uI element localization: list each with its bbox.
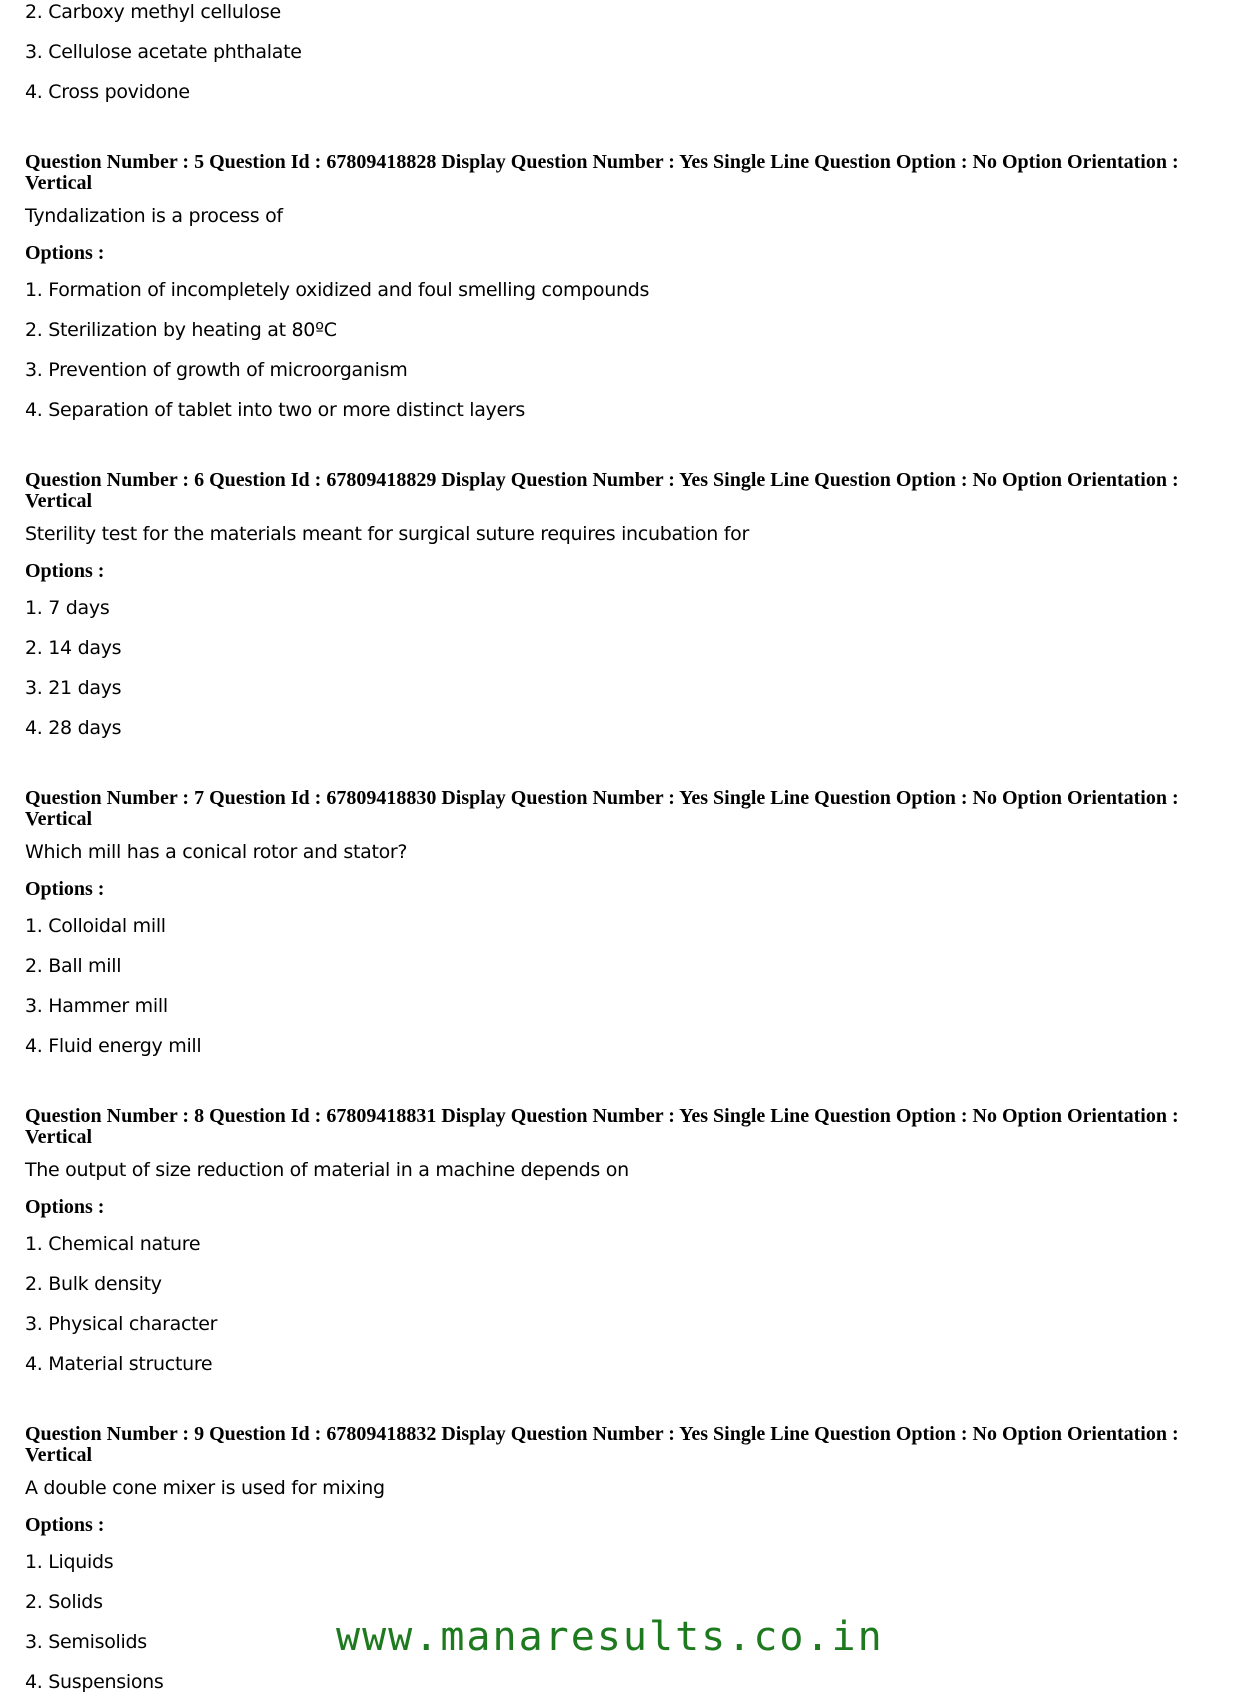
- option: 4. Material structure: [25, 1353, 213, 1375]
- option: 4. Cross povidone: [25, 81, 190, 103]
- option: 3. Physical character: [25, 1313, 218, 1335]
- question-block: [25, 470, 1225, 748]
- question-text: Sterility test for the materials meant for surgical suture requires incubation for: [25, 523, 749, 545]
- option: 2. Ball mill: [25, 955, 122, 977]
- question-block: [25, 1106, 1225, 1384]
- option: 4. Separation of tablet into two or more distinct layers: [25, 399, 526, 421]
- options-label: Options :: [25, 878, 105, 900]
- question-meta: Question Number : 6 Question Id : 67809418829 Display Question Number : Yes Single Line Question Option : No Option Orientation : Vertical: [25, 469, 1179, 512]
- options-label: Options :: [25, 1514, 105, 1536]
- question-block: [25, 788, 1225, 1066]
- option: 1. Formation of incompletely oxidized and foul smelling compounds: [25, 279, 650, 301]
- question-meta: Question Number : 7 Question Id : 67809418830 Display Question Number : Yes Single Line Question Option : No Option Orientation : Vertical: [25, 787, 1179, 830]
- option: 3. Prevention of growth of microorganism: [25, 359, 408, 381]
- question-block: [25, 1424, 1225, 1702]
- option: 1. Liquids: [25, 1551, 114, 1573]
- option: 4. Suspensions: [25, 1671, 164, 1693]
- options-label: Options :: [25, 1196, 105, 1218]
- question-meta: Question Number : 9 Question Id : 67809418832 Display Question Number : Yes Single Line Question Option : No Option Orientation : Vertical: [25, 1423, 1179, 1466]
- question-block: [25, 152, 1225, 430]
- option: 2. Solids: [25, 1591, 103, 1613]
- watermark-url: www.manaresults.co.in: [336, 1614, 884, 1660]
- carryover-options: [25, 0, 1225, 112]
- option: 3. Cellulose acetate phthalate: [25, 41, 302, 63]
- options-label: Options :: [25, 242, 105, 264]
- option: 2. Sterilization by heating at 80ºC: [25, 319, 337, 341]
- question-text: The output of size reduction of material in a machine depends on: [25, 1159, 629, 1181]
- option: 2. 14 days: [25, 637, 122, 659]
- question-meta: Question Number : 8 Question Id : 67809418831 Display Question Number : Yes Single Line Question Option : No Option Orientation : Vertical: [25, 1105, 1179, 1148]
- question-text: Tyndalization is a process of: [25, 205, 283, 227]
- question-paper-page: [25, 0, 1225, 1702]
- option: 3. Hammer mill: [25, 995, 168, 1017]
- option: 2. Carboxy methyl cellulose: [25, 1, 281, 23]
- option: 2. Bulk density: [25, 1273, 162, 1295]
- option: 1. Chemical nature: [25, 1233, 201, 1255]
- question-meta: Question Number : 5 Question Id : 67809418828 Display Question Number : Yes Single Line Question Option : No Option Orientation : Vertical: [25, 151, 1179, 194]
- option: 1. 7 days: [25, 597, 110, 619]
- option: 4. Fluid energy mill: [25, 1035, 202, 1057]
- option: 3. 21 days: [25, 677, 122, 699]
- options-label: Options :: [25, 560, 105, 582]
- question-text: Which mill has a conical rotor and stator?: [25, 841, 408, 863]
- question-text: A double cone mixer is used for mixing: [25, 1477, 385, 1499]
- option: 1. Colloidal mill: [25, 915, 166, 937]
- option: 3. Semisolids: [25, 1631, 147, 1653]
- option: 4. 28 days: [25, 717, 122, 739]
